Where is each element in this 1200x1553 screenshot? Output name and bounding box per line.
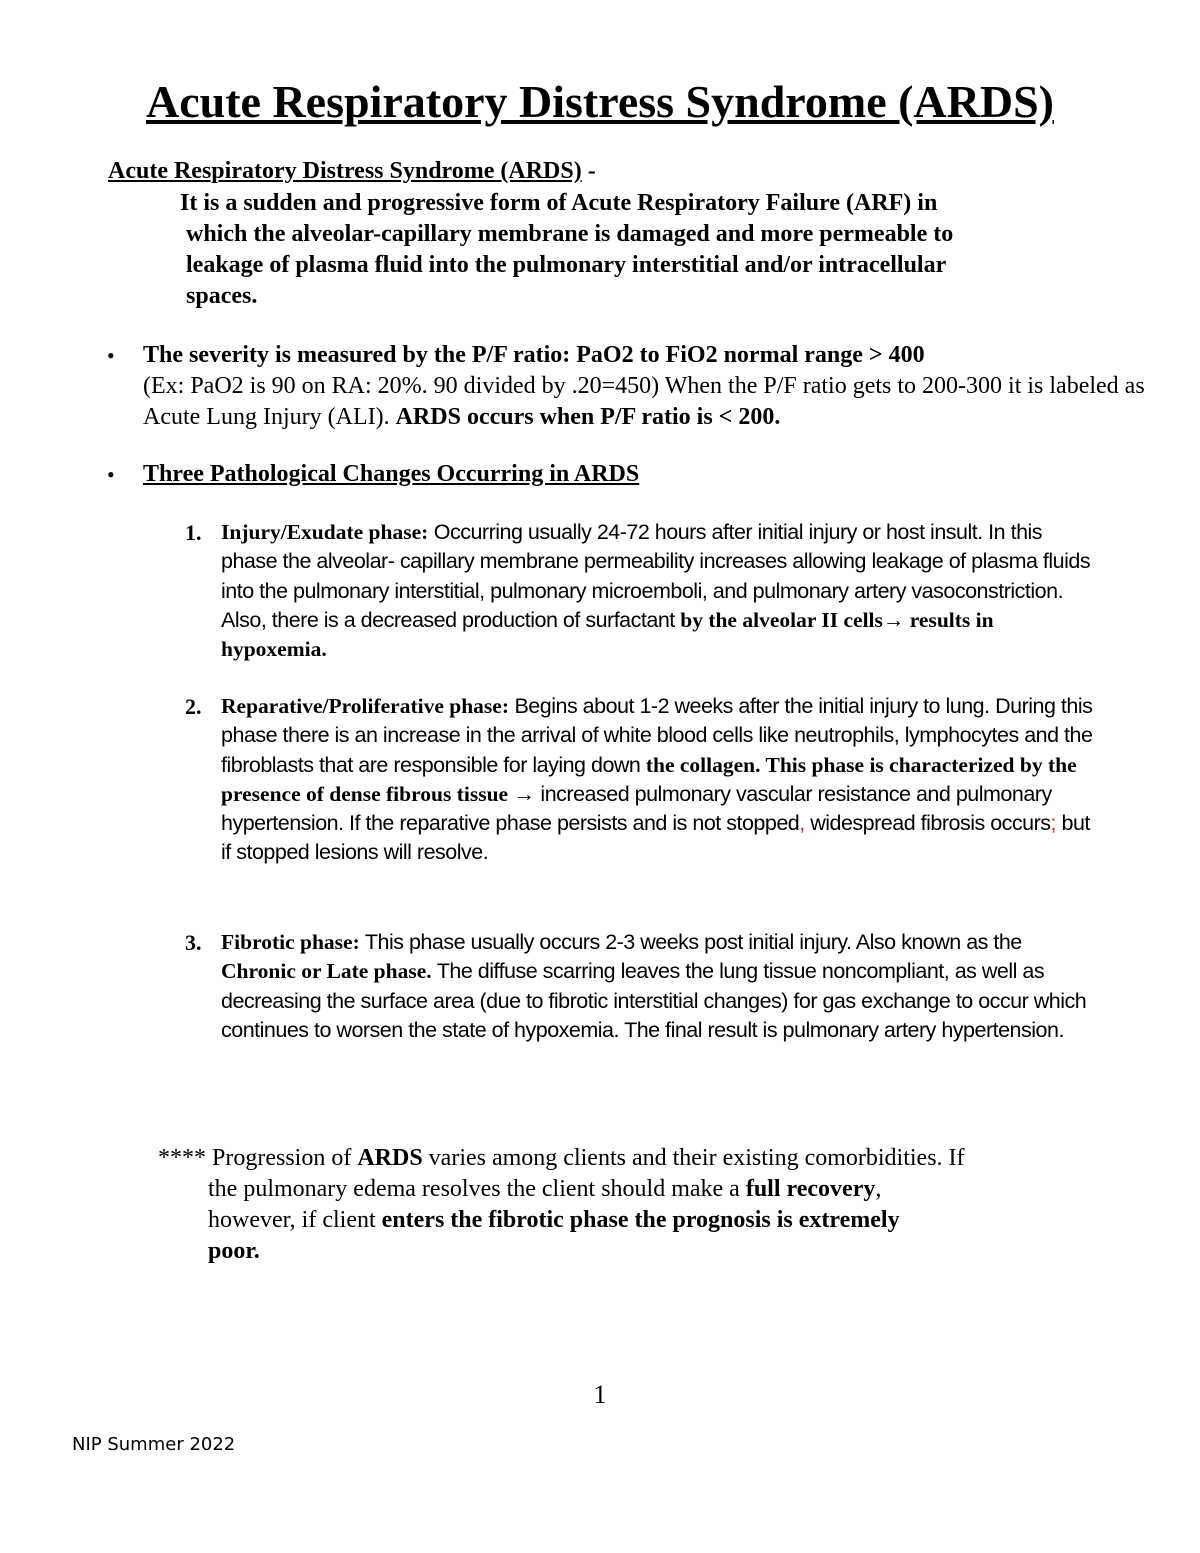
phase-item-3 <box>185 928 1101 1045</box>
phase-item-1 <box>185 518 1101 664</box>
definition-line: which the alveolar-capillary membrane is damaged and more permeable to <box>186 221 954 247</box>
phase-number: 2. <box>185 694 202 719</box>
note-text: Progression of <box>206 1145 358 1171</box>
bullet-icon: • <box>107 343 115 368</box>
note-line-3 <box>158 1205 1098 1236</box>
phase-text: Occurring usually 24-72 hours after initial injury or host insult. In this phase the alveolar- capillary membrane permeability increases allowing leakage of plasma fluids into the pulmonary interstitial, pulmonary microemboli, and pulmonary artery vasoconstriction. Also, there is a decreased production of surfactant <box>221 520 1091 632</box>
note-text: however, if client <box>208 1207 382 1233</box>
phase-name: Reparative/Proliferative phase: <box>221 694 509 718</box>
progression-note <box>158 1143 1098 1267</box>
definition-line: spaces. <box>186 283 258 309</box>
section-heading-label: Acute Respiratory Distress Syndrome (ARDS) <box>108 158 582 184</box>
note-line-2 <box>158 1174 1098 1205</box>
phase-text-2: increased pulmonary vascular resistance and pulmonary hypertension. If the reparative phase persists and is not stopped <box>221 781 1052 836</box>
phase-text: Begins about 1-2 weeks after the initial injury to lung. During this phase there is an increase in the arrival of white blood cells like neutrophils, lymphocytes and the fibroblasts that are responsible for laying down <box>221 694 1093 777</box>
section-heading <box>108 156 596 186</box>
bullet-icon: • <box>107 462 115 487</box>
note-bold: enters the fibrotic phase the prognosis is extremely <box>381 1207 900 1233</box>
severity-bullet <box>107 340 1153 433</box>
phase-item-2 <box>185 692 1101 868</box>
note-stars: **** <box>158 1145 206 1171</box>
page-title: Acute Respiratory Distress Syndrome (ARDS) <box>146 76 1054 127</box>
note-text: varies among clients and their existing comorbidities. If <box>422 1145 965 1171</box>
severity-example: (Ex: PaO2 is 90 on RA: 20%. 90 divided by .20=450) When the P/F ratio gets to 200-300 it is labeled as Acute Lung Injury (ALI). <box>143 373 1145 430</box>
changes-bullet <box>107 459 1153 490</box>
phase-text-4: but if stopped lesions will resolve. <box>221 811 1090 865</box>
changes-heading: Three Pathological Changes Occurring in ARDS <box>143 461 640 487</box>
phase-number: 3. <box>185 930 202 955</box>
note-text: the pulmonary edema resolves the client should make a <box>208 1176 746 1202</box>
phase-text-3: widespread fibrosis occurs <box>804 811 1051 836</box>
definition-line: leakage of plasma fluid into the pulmonary interstitial and/or intracellular <box>186 252 947 278</box>
page-number: 1 <box>593 1380 607 1409</box>
definition-line: It is a sudden and progressive form of Acute Respiratory Failure (ARF) in <box>180 190 938 216</box>
page-footer: NIP Summer 2022 <box>72 1434 236 1455</box>
note-line-4 <box>158 1236 1098 1267</box>
note-bold: poor. <box>208 1238 260 1264</box>
note-bold: full recovery <box>745 1176 876 1202</box>
definition-paragraph <box>180 188 1086 312</box>
phase-bold-mid: Chronic or Late phase. <box>221 959 432 984</box>
phase-red-semicolon: ; <box>1050 811 1057 836</box>
phase-bold-end: by the alveolar II cells→ results in hypoxemia. <box>221 607 994 662</box>
phase-text-2: The diffuse scarring leaves the lung tissue noncompliant, as well as decreasing the surface area (due to fibrotic interstitial changes) for gas exchange to occur which continues to worsen the state of hypoxemia. The final result is pulmonary artery hypertension. <box>221 959 1087 1042</box>
severity-lead: The severity is measured by the P/F ratio: PaO2 to FiO2 normal range > 400 <box>143 342 925 368</box>
phase-red-comma: , <box>799 811 805 836</box>
note-bold: ARDS <box>357 1145 423 1171</box>
note-text: , <box>875 1176 882 1202</box>
phase-number: 1. <box>185 520 202 545</box>
phase-text: This phase usually occurs 2-3 weeks post initial injury. Also known as the <box>359 930 1022 954</box>
phase-name: Fibrotic phase: <box>221 930 360 954</box>
severity-ards: ARDS occurs when P/F ratio is < 200. <box>395 404 781 430</box>
phase-bold-mid: the collagen. This phase is characterized by the presence of dense fibrous tissue → <box>221 752 1077 806</box>
phase-name: Injury/Exudate phase: <box>221 520 429 544</box>
section-heading-suffix: - <box>581 158 596 184</box>
